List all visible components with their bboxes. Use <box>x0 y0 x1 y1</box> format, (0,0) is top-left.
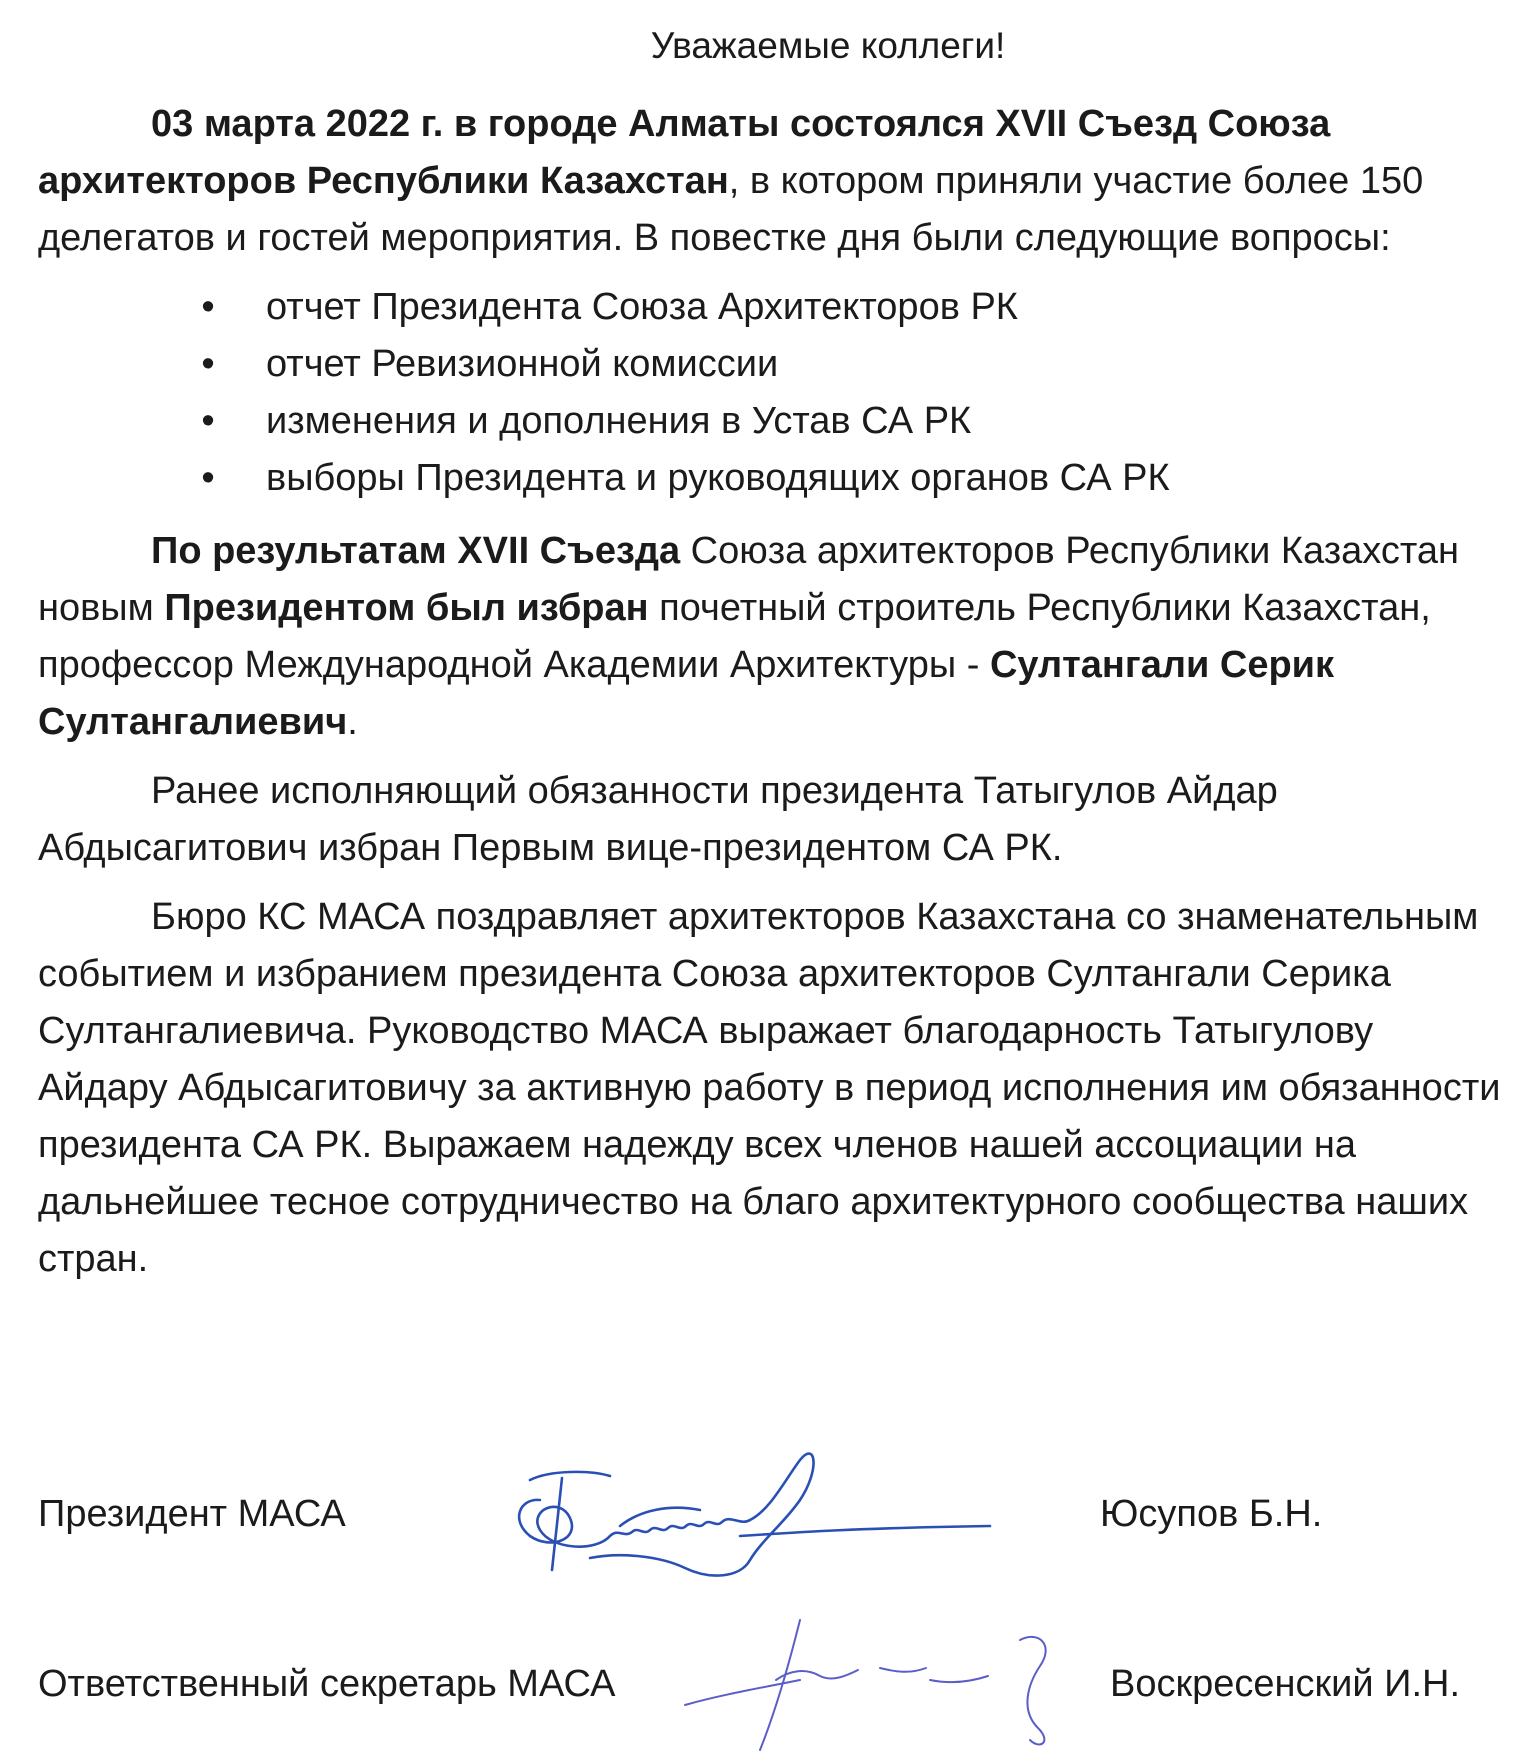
elected-phrase: Президентом был избран <box>164 587 649 629</box>
signatory-role: Ответственный секретарь МАСА <box>38 1663 616 1705</box>
agenda-item-text: изменения и дополнения в Устав СА РК <box>266 400 972 442</box>
bullet-icon: • <box>201 457 215 499</box>
paragraph-congratulations: Бюро КС МАСА поздравляет архитекторов Казахстана со знаменательным событием и избранием президента Союза архитекторов Султангали Серика Султангалиевича. Руководство МАСА выражает благодарность Татыгулову Айдару Абдысагитовичу за активную работу в период исполнения им обязанности президента СА РК. Выражаем надежду всех членов нашей ассоциации на дальнейшее тесное сотрудничество на благо архитектурного сообщества наших стран. <box>38 896 1501 1280</box>
results-text-1: Союза архитекторов Республики Казахстан новым <box>38 530 1459 629</box>
paragraph-results <box>38 523 1508 751</box>
signatory-name: Воскресенский И.Н. <box>1110 1663 1460 1705</box>
agenda-item-text: выборы Президента и руководящих органов СА РК <box>266 457 1170 499</box>
agenda-item-text: отчет Президента Союза Архитекторов РК <box>266 286 1018 328</box>
secretary-signature <box>680 1610 1100 1760</box>
president-signature <box>500 1440 1020 1600</box>
bullet-icon: • <box>201 343 215 385</box>
bullet-icon: • <box>201 400 215 442</box>
results-lead: По результатам XVII Съезда <box>151 530 681 572</box>
salutation: Уважаемые коллеги! <box>650 25 1006 66</box>
agenda-list <box>38 279 1508 507</box>
results-text-2: почетный строитель Республики Казахстан, профессор Международной Академии Архитектуры - <box>38 587 1431 686</box>
bullet-icon: • <box>201 286 215 328</box>
congress-details: , в котором приняли участие более 150 делегатов и гостей мероприятия. В повестке дня были следующие вопросы: <box>38 160 1424 259</box>
signatory-name: Юсупов Б.Н. <box>1100 1493 1323 1535</box>
paragraph-congress <box>38 96 1508 267</box>
signatory-role: Президент МАСА <box>38 1493 346 1535</box>
list-item <box>198 279 1508 336</box>
list-item <box>198 336 1508 393</box>
paragraph-vice-president: Ранее исполняющий обязанности президента Татыгулов Айдар Абдысагитович избран Первым вице-президентом СА РК. <box>38 770 1278 869</box>
results-text-3: . <box>347 701 358 743</box>
list-item <box>198 393 1508 450</box>
agenda-item-text: отчет Ревизионной комиссии <box>266 343 779 385</box>
list-item <box>198 450 1508 507</box>
president-name: Султангали Серик Султангалиевич <box>38 644 1335 743</box>
letter-body <box>38 96 1508 1288</box>
congress-headline: 03 марта 2022 г. в городе Алматы состоялся XVII Съезд Союза архитекторов Республики Казахстан <box>38 103 1331 202</box>
